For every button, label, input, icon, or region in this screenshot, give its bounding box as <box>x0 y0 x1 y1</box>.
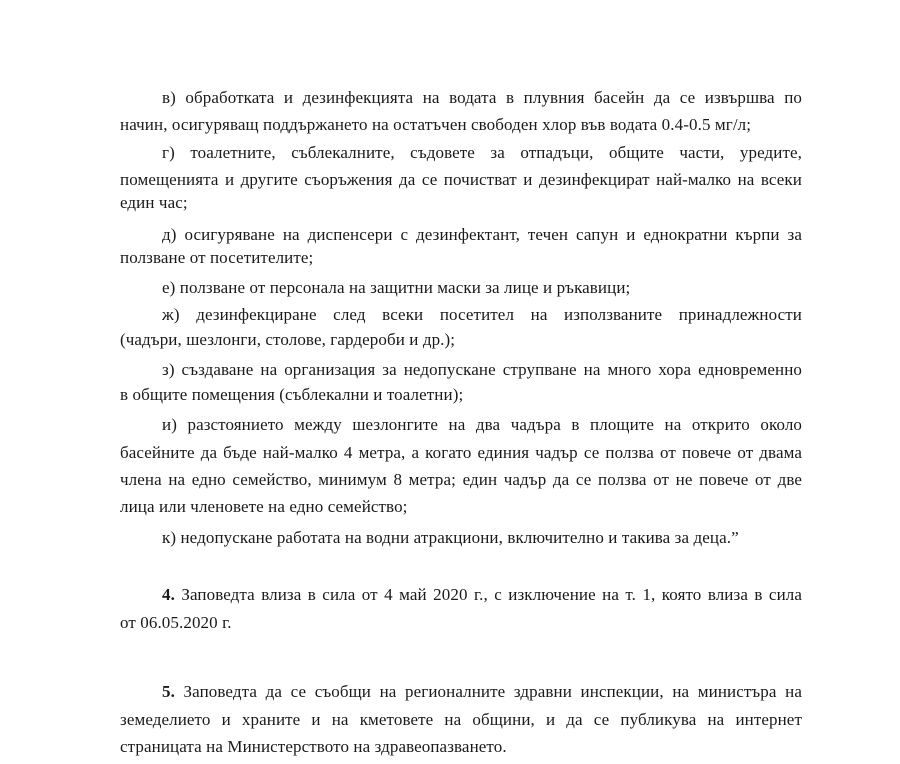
point-4-number: 4. <box>162 585 175 604</box>
item-i-line-1: и) разстоянието между шезлонгите на два чадъра в площите на открито около <box>162 415 802 434</box>
item-i-line-4: лица или членовете на едно семейство; <box>120 497 408 516</box>
point-5-text: Заповедта да се съобщи на регионалните здравни инспекции, на министъра на <box>174 682 802 701</box>
point-4-line-1 <box>162 585 802 605</box>
item-zh-line-2: (чадъри, шезлонги, столове, гардероби и др.); <box>120 330 456 349</box>
item-e-line-1: е) ползване от персонала на защитни маски за лице и ръкавици; <box>162 278 631 297</box>
item-g-line-1: г) тоалетните, съблекалните, съдовете за отпадъци, общите части, уредите, <box>162 143 802 162</box>
item-v-line-1: в) обработката и дезинфекцията на водата в плувния басейн да се извършва по <box>162 88 802 107</box>
point-5-line-3: страницата на Министерството на здравеопазването. <box>120 737 507 756</box>
point-4-text: Заповедта влиза в сила от 4 май 2020 г., с изключение на т. 1, която влиза в сила <box>174 585 802 604</box>
item-g-line-3: един час; <box>120 193 188 212</box>
point-5-line-2: земеделието и храните и на кметовете на общини, и да се публикува на интернет <box>120 710 802 729</box>
item-v-line-2: начин, осигуряващ поддържането на остатъчен свободен хлор във водата 0.4-0.5 мг/л; <box>120 115 752 134</box>
item-z-line-1: з) създаване на организация за недопускане струпване на много хора едновременно <box>162 360 802 379</box>
item-g-line-2: помещенията и другите съоръжения да се почистват и дезинфекцират най-малко на всеки <box>120 170 802 189</box>
item-k-line-1: к) недопускане работата на водни атракциони, включително и такива за деца.” <box>162 528 739 547</box>
item-d-line-2: ползване от посетителите; <box>120 248 314 267</box>
point-5-line-1 <box>162 682 802 702</box>
item-i-line-3: члена на едно семейство, минимум 8 метра; един чадър да се ползва от не повече от две <box>120 470 802 489</box>
item-i-line-2: басейните да бъде най-малко 4 метра, а когато единия чадър се ползва от повече от двама <box>120 443 802 462</box>
item-z-line-2: в общите помещения (съблекални и тоалетни); <box>120 385 464 404</box>
item-zh-line-1: ж) дезинфекциране след всеки посетител на използваните принадлежности <box>162 305 802 324</box>
point-4-line-2: от 06.05.2020 г. <box>120 613 232 632</box>
item-d-line-1: д) осигуряване на диспенсери с дезинфектант, течен сапун и еднократни кърпи за <box>162 225 802 244</box>
point-5-number: 5. <box>162 682 175 701</box>
